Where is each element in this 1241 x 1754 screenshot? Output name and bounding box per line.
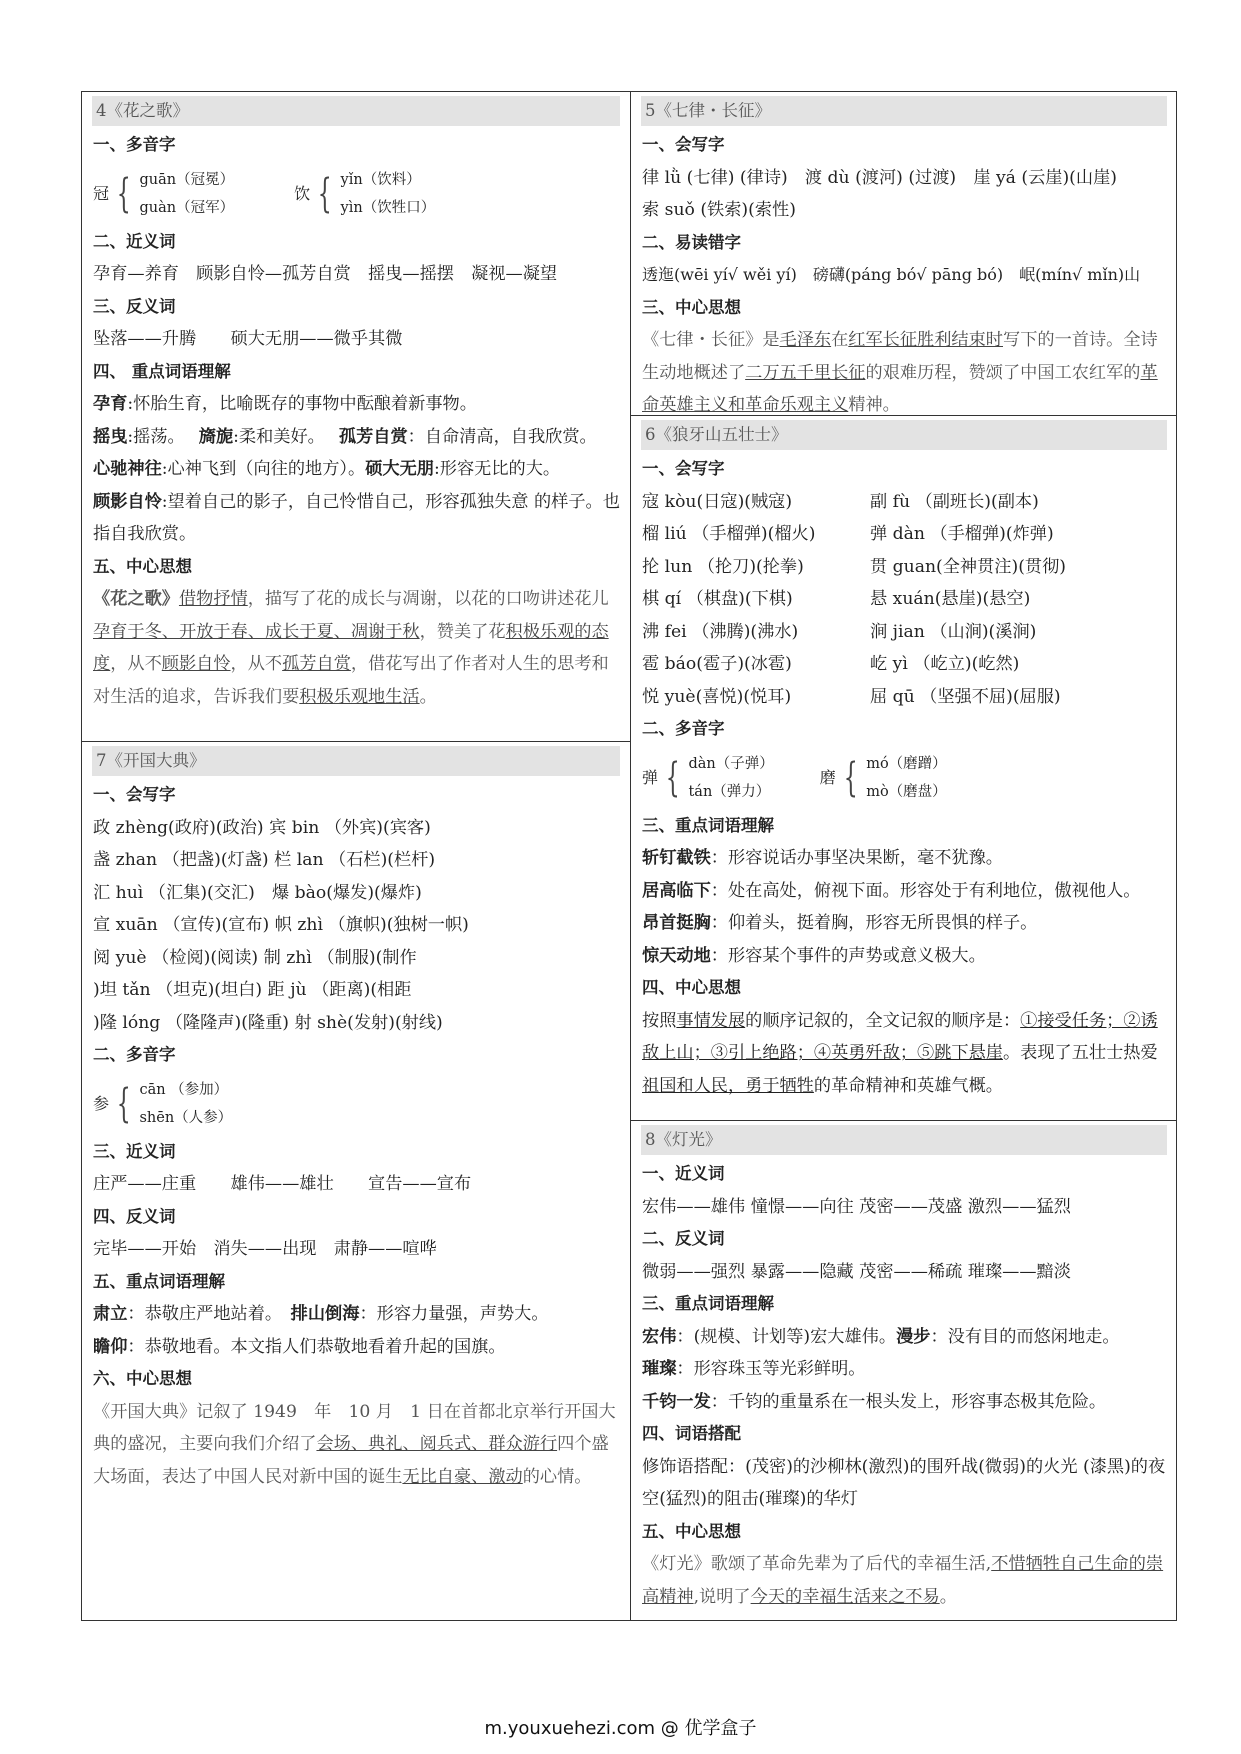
polyphone-char: 冠	[93, 183, 110, 203]
vocab-term: 惊天动地	[642, 945, 711, 966]
vocab-def: ：没有目的而悠闲地走。	[930, 1326, 1120, 1347]
vocab-def: ：恭敬地看。本文指人们恭敬地看着升起的国旗。	[127, 1336, 506, 1357]
lesson-7-polyphone-heading: 二、多音字	[93, 1045, 176, 1064]
idea-text: 《灯光》歌颂了革命先辈为了后代的幸福生活,	[642, 1554, 992, 1574]
vocab-term: 千钧一发	[642, 1391, 711, 1412]
vocab-item	[93, 421, 620, 454]
idea-underlined: 二万五千里长征	[745, 362, 866, 383]
idea-text: 四个盛大场面，表达了中国人民对新中国的诞生	[93, 1434, 609, 1487]
vocab-def: ：形容某个事件的声势或意义极大。	[710, 945, 986, 966]
vocab-item	[93, 1298, 620, 1331]
idea-text: ，描写了花的成长与凋谢，以花的口吻讲述花儿	[247, 589, 609, 609]
lesson-6-polyphone-heading: 二、多音字	[642, 719, 725, 738]
vocab-term: 顾影自怜	[93, 491, 162, 512]
idea-underlined: 红军长征胜利结束时	[848, 330, 1003, 350]
lesson-7-synonym-heading: 三、近义词	[93, 1141, 176, 1161]
vocab-item	[642, 842, 1167, 875]
write-char: 沸 fei （沸腾)(沸水)	[642, 621, 799, 642]
write-char-row	[642, 616, 1167, 649]
idea-text: 按照	[642, 1010, 677, 1031]
idea-text: 《七律・长征》是	[642, 330, 780, 350]
vocab-def: ：形容珠玉等光彩鲜明。	[676, 1359, 866, 1379]
vocab-def: ：形容力量强，声势大。	[359, 1304, 549, 1324]
write-char-row	[642, 583, 1167, 616]
write-char-row	[642, 648, 1167, 681]
vocab-def: :柔和美好。	[233, 426, 325, 447]
write-char-line: )坦 tǎn （坦克)(坦白) 距 jù （距离)(相距	[93, 980, 412, 1000]
lesson-7-title: 7《开国大典》	[92, 746, 620, 776]
vocab-item	[642, 940, 1167, 973]
lesson-6-central-idea	[642, 1005, 1167, 1103]
polyphone-reading: guān（冠冕）	[139, 171, 235, 188]
lesson-7-antonym-heading: 四、反义词	[93, 1206, 176, 1226]
lesson-4-idea-heading: 五、中心思想	[93, 556, 192, 576]
idea-text: 在	[831, 330, 849, 350]
write-char-line: 汇 huì （汇集)(交汇) 爆 bào(爆发)(爆炸)	[93, 882, 422, 903]
polyphone-reading: cān （参加）	[139, 1081, 229, 1098]
vocab-term: 漫步	[896, 1326, 931, 1347]
write-char: 屈 qū （坚强不屈)(屈服)	[870, 686, 1061, 707]
lesson-6-idea-heading: 四、中心思想	[642, 978, 741, 997]
polyphone-reading: yìn（饮牲口）	[340, 199, 436, 216]
lesson-4-title: 4《花之歌》	[92, 96, 620, 126]
vocab-item	[93, 388, 620, 421]
write-char-line: 政 zhèng(政府)(政治) 宾 bin （外宾)(宾客)	[93, 817, 431, 838]
vocab-item	[642, 1386, 1167, 1419]
polyphone-char: 磨	[819, 767, 836, 787]
lesson-5-central-idea	[642, 324, 1167, 415]
write-char: 屹 yì （屹立)(屹然)	[870, 654, 1020, 674]
lesson-5-idea-heading: 三、中心思想	[642, 297, 741, 317]
vocab-term: 居高临下	[642, 880, 711, 901]
lesson-5-section	[631, 92, 1177, 415]
lesson-4-section	[82, 92, 630, 741]
lesson-4-synonyms: 孕育—养育 顾影自怜—孤芳自赏 摇曳—摇摆 凝视—凝望	[93, 264, 558, 284]
write-char: 榴 liú （手榴弹)(榴火)	[642, 524, 816, 544]
vocab-item	[642, 1353, 1167, 1386]
footer-watermark: m.youxuehezi.com @ 优学盒子	[484, 1718, 757, 1739]
notes-table	[81, 91, 1177, 1621]
lesson-8-synonym-heading: 一、近义词	[642, 1164, 725, 1183]
write-char: 悬 xuán(悬崖)(悬空)	[870, 589, 1031, 609]
vocab-def: ：仰着头，挺着胸，形容无所畏惧的样子。	[710, 913, 1038, 933]
polyphone-reading: mó（磨蹭）	[866, 755, 947, 772]
idea-text: 的革命精神和英雄气概。	[813, 1075, 1003, 1096]
vocab-term: 孕育	[93, 394, 128, 414]
idea-text: 的心情。	[522, 1466, 592, 1487]
vocab-item	[93, 486, 620, 551]
write-char-line: 宣 xuān （宣传)(宣布) 帜 zhì （旗帜)(独树一帜)	[93, 915, 469, 935]
idea-text: 精神。	[848, 395, 900, 415]
idea-text: 《花之歌》	[93, 589, 179, 609]
write-char: 抡 lun （抡刀)(抡拳)	[642, 556, 804, 577]
lesson-7-section	[82, 742, 630, 1620]
write-char-line: )隆 lóng （隆隆声)(隆重) 射 shè(发射)(射线)	[93, 1012, 443, 1033]
lesson-4-vocab-heading: 四、 重点词语理解	[93, 361, 231, 381]
idea-text: 《开国大典》记叙了 1949 年 10 月 1 日在首都北京举行开国大典的盛况，主要向我们介绍了	[93, 1401, 616, 1454]
vocab-def: ：形容说话办事坚决果断，毫不犹豫。	[710, 848, 1003, 868]
vocab-def: :形容无比的大。	[433, 459, 561, 479]
polyphone-reading: guàn（冠军）	[139, 199, 235, 216]
lesson-6-section	[631, 416, 1177, 1120]
brace-icon: {	[116, 1080, 131, 1127]
polyphone-char: 参	[93, 1093, 110, 1113]
idea-underlined: 今天的幸福生活来之不易	[750, 1586, 940, 1607]
write-char-row	[642, 681, 1167, 714]
vocab-def: ：千钧的重量系在一根头发上，形容事态极其危险。	[710, 1391, 1107, 1412]
lesson-4-antonyms: 坠落——升腾 硕大无朋——微乎其微	[93, 329, 403, 349]
lesson-8-central-idea	[642, 1548, 1167, 1613]
idea-text: 。表现了五壮士热爱	[1002, 1043, 1158, 1063]
idea-underlined: 事情发展	[676, 1010, 746, 1031]
lesson-8-vocab-heading: 三、重点词语理解	[642, 1294, 774, 1313]
write-char-row	[642, 551, 1167, 584]
lesson-7-synonyms: 庄严——庄重 雄伟——雄壮 宣告——宣布	[93, 1174, 472, 1194]
lesson-5-misread: 透迤(wēi yí√ wěi yí) 磅礴(páng bó√ pāng bó) 岷(mín√ mǐn)山	[642, 265, 1141, 284]
brace-icon: {	[317, 170, 332, 217]
write-char-line: 阅 yuè （检阅)(阅读) 制 zhì （制服)(制作	[93, 947, 417, 968]
lesson-5-write-heading: 一、会写字	[642, 135, 725, 154]
vocab-term: 璀璨	[642, 1359, 677, 1379]
vocab-term: 排山倒海	[290, 1304, 360, 1324]
lesson-7-antonyms: 完毕——开始 消失——出现 肃静——喧哗	[93, 1239, 437, 1259]
idea-underlined: 借物抒情	[178, 589, 248, 609]
idea-text: 的艰难历程，赞颂了中国工农红军的	[865, 362, 1141, 383]
idea-text: 的顺序记叙的，全文记叙的顺序是：	[745, 1010, 1021, 1031]
vocab-term: 孤芳自赏	[338, 426, 408, 447]
vocab-term: 昂首挺胸	[642, 913, 711, 933]
write-char: 悦 yuè(喜悦)(悦耳)	[642, 686, 792, 707]
lesson-8-antonym-heading: 二、反义词	[642, 1229, 725, 1248]
vocab-item	[93, 1331, 620, 1364]
vocab-term: 硕大无朋	[365, 459, 434, 479]
idea-underlined: 积极乐观地生活	[299, 686, 420, 707]
idea-underlined: 积极乐观的态度	[93, 621, 609, 674]
idea-text: 写下的一首诗。全诗生动地概述了	[642, 330, 1158, 383]
idea-underlined: 无比自豪、激动	[402, 1466, 523, 1487]
idea-underlined: 祖国和人民，勇于牺牲	[642, 1075, 814, 1096]
idea-underlined: 不惜牺牲自己生命的崇高精神	[642, 1554, 1164, 1607]
write-char-line: 索 suǒ (铁索)(索性)	[642, 200, 796, 220]
lesson-4-central-idea	[93, 583, 620, 713]
lesson-7-polyphones	[93, 1072, 620, 1136]
write-char-line: 盏 zhan （把盏)(灯盏) 栏 lan （石栏)(栏杆)	[93, 850, 436, 870]
lesson-6-polyphones	[642, 746, 1167, 810]
vocab-term: 瞻仰	[93, 1336, 128, 1357]
lesson-7-vocab-heading: 五、重点词语理解	[93, 1271, 225, 1291]
lesson-4-synonym-heading: 二、近义词	[93, 231, 176, 251]
vocab-def: :怀胎生育，比喻既存的事物中酝酿着新事物。	[127, 394, 477, 414]
write-char: 弹 dàn （手榴弹)(炸弹)	[870, 524, 1054, 544]
write-char: 棋 qí （棋盘)(下棋)	[642, 589, 793, 609]
lesson-7-central-idea	[93, 1396, 620, 1494]
idea-text: ,说明了	[693, 1586, 751, 1607]
lesson-8-collocation-heading: 四、词语搭配	[642, 1424, 741, 1443]
idea-underlined: 孤芳自赏	[282, 654, 351, 674]
polyphone-reading: dàn（子弹）	[688, 755, 774, 772]
write-char: 寇 kòu(日寇)(贼寇)	[642, 491, 793, 512]
polyphone-reading: tán（弹力）	[688, 783, 771, 800]
vocab-item	[642, 1321, 1167, 1354]
brace-icon: {	[843, 754, 858, 801]
write-char: 雹 báo(雹子)(冰雹)	[642, 654, 792, 674]
lesson-7-write-heading: 一、会写字	[93, 785, 176, 804]
polyphone-reading: mò（磨盘）	[866, 783, 947, 800]
idea-underlined: 会场、典礼、阅兵式、群众游行	[316, 1434, 558, 1454]
vocab-term: 心驰神往	[93, 459, 162, 479]
lesson-6-write-heading: 一、会写字	[642, 459, 725, 478]
vocab-item	[642, 907, 1167, 940]
vocab-def: ：恭敬庄严地站着。	[127, 1304, 291, 1324]
idea-underlined: ①接受任务；②诱敌上山；③引上绝路；④英勇歼敌；⑤跳下悬崖	[642, 1010, 1158, 1063]
idea-text: ，从不	[110, 654, 162, 674]
idea-text: ，从不	[230, 654, 283, 674]
lesson-4-polyphone-heading: 一、多音字	[93, 135, 176, 154]
lesson-6-title: 6《狼牙山五壮士》	[641, 420, 1167, 450]
vocab-item	[93, 453, 620, 486]
lesson-8-synonyms: 宏伟——雄伟 憧憬——向往 茂密——茂盛 激烈——猛烈	[642, 1196, 1071, 1217]
vocab-item	[642, 875, 1167, 908]
polyphone-char: 饮	[294, 183, 311, 203]
idea-underlined: 顾影自怜	[161, 654, 231, 674]
vocab-def: ：自命清高，自我欣赏。	[407, 426, 597, 447]
lesson-8-antonyms: 微弱——强烈 暴露——隐藏 茂密——稀疏 璀璨——黯淡	[642, 1261, 1071, 1282]
vocab-term: 旖旎	[198, 426, 234, 447]
write-char: 涧 jian （山涧)(溪涧)	[870, 621, 1037, 642]
vocab-def: :心神飞到（向往的地方）。	[161, 459, 366, 479]
polyphone-char: 弹	[642, 767, 659, 787]
vocab-term: 肃立	[93, 1304, 128, 1324]
idea-underlined: 毛泽东	[779, 330, 832, 350]
write-char: 贯 guan(全神贯注)(贯彻)	[870, 556, 1066, 577]
write-char: 副 fù （副班长)(副本)	[870, 491, 1039, 512]
lesson-7-idea-heading: 六、中心思想	[93, 1369, 192, 1388]
vocab-def: ：处在高处，俯视下面。形容处于有利地位，傲视他人。	[710, 880, 1141, 901]
polyphone-reading: shēn（人参）	[139, 1109, 233, 1126]
lesson-8-section	[631, 1121, 1177, 1620]
lesson-5-misread-heading: 二、易读错字	[642, 232, 741, 252]
lesson-5-title: 5《七律・长征》	[641, 96, 1167, 126]
lesson-8-idea-heading: 五、中心思想	[642, 1521, 741, 1541]
write-char-row	[642, 486, 1167, 519]
vocab-term: 宏伟	[642, 1326, 677, 1347]
lesson-6-vocab-heading: 三、重点词语理解	[642, 815, 774, 835]
write-char-line: 律 lǜ (七律) (律诗) 渡 dù (渡河) (过渡) 崖 yá (云崖)(山崖)	[642, 167, 1117, 188]
lesson-4-antonym-heading: 三、反义词	[93, 296, 176, 316]
idea-text: ，借花写出了作者对人生的思考和对生活的追求，告诉我们要	[93, 654, 609, 707]
brace-icon: {	[116, 170, 131, 217]
idea-text: 。	[939, 1586, 957, 1607]
idea-underlined: 革命英雄主义和革命乐观主义	[642, 362, 1158, 415]
vocab-term: 斩钉截铁	[642, 848, 711, 868]
brace-icon: {	[665, 754, 680, 801]
vocab-def: ：(规模、计划等)宏大雄伟。	[676, 1326, 897, 1347]
vocab-def: :望着自己的影子，自己怜惜自己，形容孤独失意 的样子。也指自我欣赏。	[93, 491, 620, 544]
vocab-def: :摇荡。	[127, 426, 185, 447]
vocab-term: 摇曳	[93, 426, 128, 447]
lesson-8-title: 8《灯光》	[641, 1125, 1167, 1155]
idea-underlined: 孕育于冬、开放于春、成长于夏、凋谢于秋	[93, 621, 420, 642]
polyphone-reading: yǐn（饮料）	[340, 171, 421, 188]
idea-text: ，赞美了花	[419, 621, 506, 642]
lesson-8-collocations: 修饰语搭配：(茂密)的沙柳林(激烈)的围歼战(微弱)的火光 (漆黑)的夜空(猛烈)的阻击(璀璨)的华灯	[642, 1456, 1166, 1509]
lesson-4-polyphones	[93, 162, 620, 226]
idea-text: 。	[419, 686, 437, 707]
write-char-row	[642, 518, 1167, 551]
